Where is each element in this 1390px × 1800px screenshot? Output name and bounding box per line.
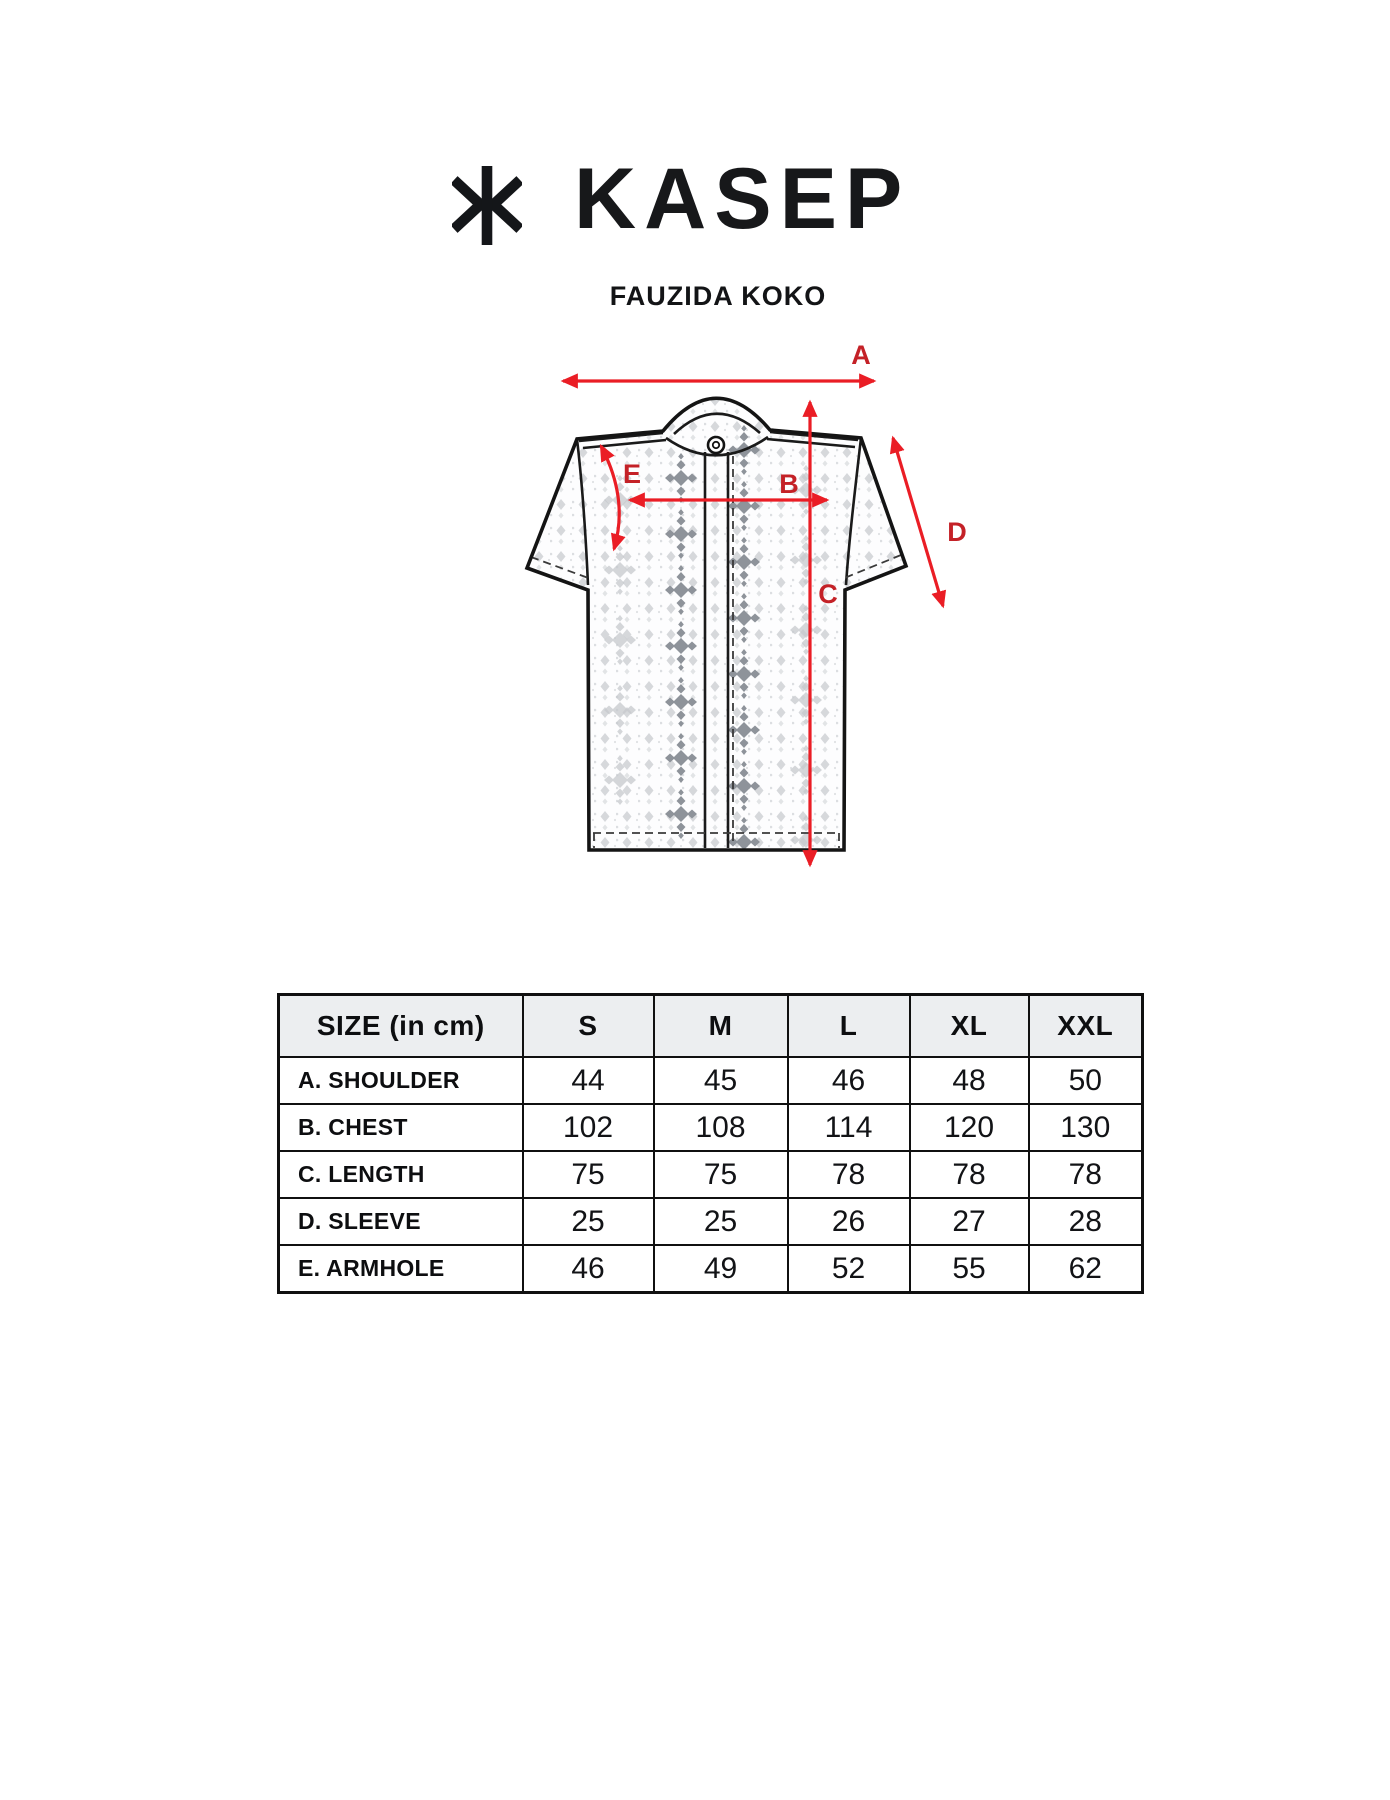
size-chart-row-armhole [279,1245,1143,1293]
cell-value: 28 [1029,1198,1143,1245]
size-chart-table [277,993,1144,1294]
size-col-m: M [654,995,788,1058]
shirt-fabric-pattern [440,340,1010,900]
cell-value: 78 [910,1151,1029,1198]
row-label: B. CHEST [279,1104,523,1151]
cell-value: 46 [788,1057,910,1104]
cell-value: 26 [788,1198,910,1245]
measure-label-sleeve: D [947,517,967,547]
measure-label-armhole: E [622,459,642,489]
collar-button [708,437,724,453]
size-chart-row-chest [279,1104,1143,1151]
cell-value: 102 [523,1104,654,1151]
logo-left-chevron [454,180,481,229]
cell-value: 78 [1029,1151,1143,1198]
measure-label-chest: B [779,469,799,499]
koko-shirt-measurement-diagram [440,340,1010,900]
logo-center-bar [482,166,493,245]
size-chart-row-sleeve [279,1198,1143,1245]
size-chart-row-length [279,1151,1143,1198]
cell-value: 55 [910,1245,1029,1293]
cell-value: 48 [910,1057,1029,1104]
size-chart-header-row [279,995,1143,1058]
cell-value: 114 [788,1104,910,1151]
arrow-d-sleeve [893,438,943,606]
row-label: C. LENGTH [279,1151,523,1198]
row-label: E. ARMHOLE [279,1245,523,1293]
size-chart-row-shoulder [279,1057,1143,1104]
cell-value: 78 [788,1151,910,1198]
size-chart-unit-header: SIZE (in cm) [279,995,523,1058]
cell-value: 45 [654,1057,788,1104]
cell-value: 27 [910,1198,1029,1245]
cell-value: 120 [910,1104,1029,1151]
brand-name: KASEP [574,151,911,247]
row-label: D. SLEEVE [279,1198,523,1245]
cell-value: 49 [654,1245,788,1293]
cell-value: 75 [654,1151,788,1198]
measure-label-length: C [818,579,838,609]
cell-value: 108 [654,1104,788,1151]
size-col-l: L [788,995,910,1058]
logo-right-chevron [494,180,521,229]
cell-value: 46 [523,1245,654,1293]
cell-value: 25 [523,1198,654,1245]
brand-zhe-logo-icon [452,166,522,245]
cell-value: 25 [654,1198,788,1245]
cell-value: 52 [788,1245,910,1293]
cell-value: 44 [523,1057,654,1104]
cell-value: 130 [1029,1104,1143,1151]
cell-value: 75 [523,1151,654,1198]
measure-label-shoulder: A [851,340,871,370]
row-label: A. SHOULDER [279,1057,523,1104]
product-name: FAUZIDA KOKO [609,281,827,311]
cell-value: 62 [1029,1245,1143,1293]
size-col-xl: XL [910,995,1029,1058]
size-col-xxl: XXL [1029,995,1143,1058]
size-col-s: S [523,995,654,1058]
cell-value: 50 [1029,1057,1143,1104]
